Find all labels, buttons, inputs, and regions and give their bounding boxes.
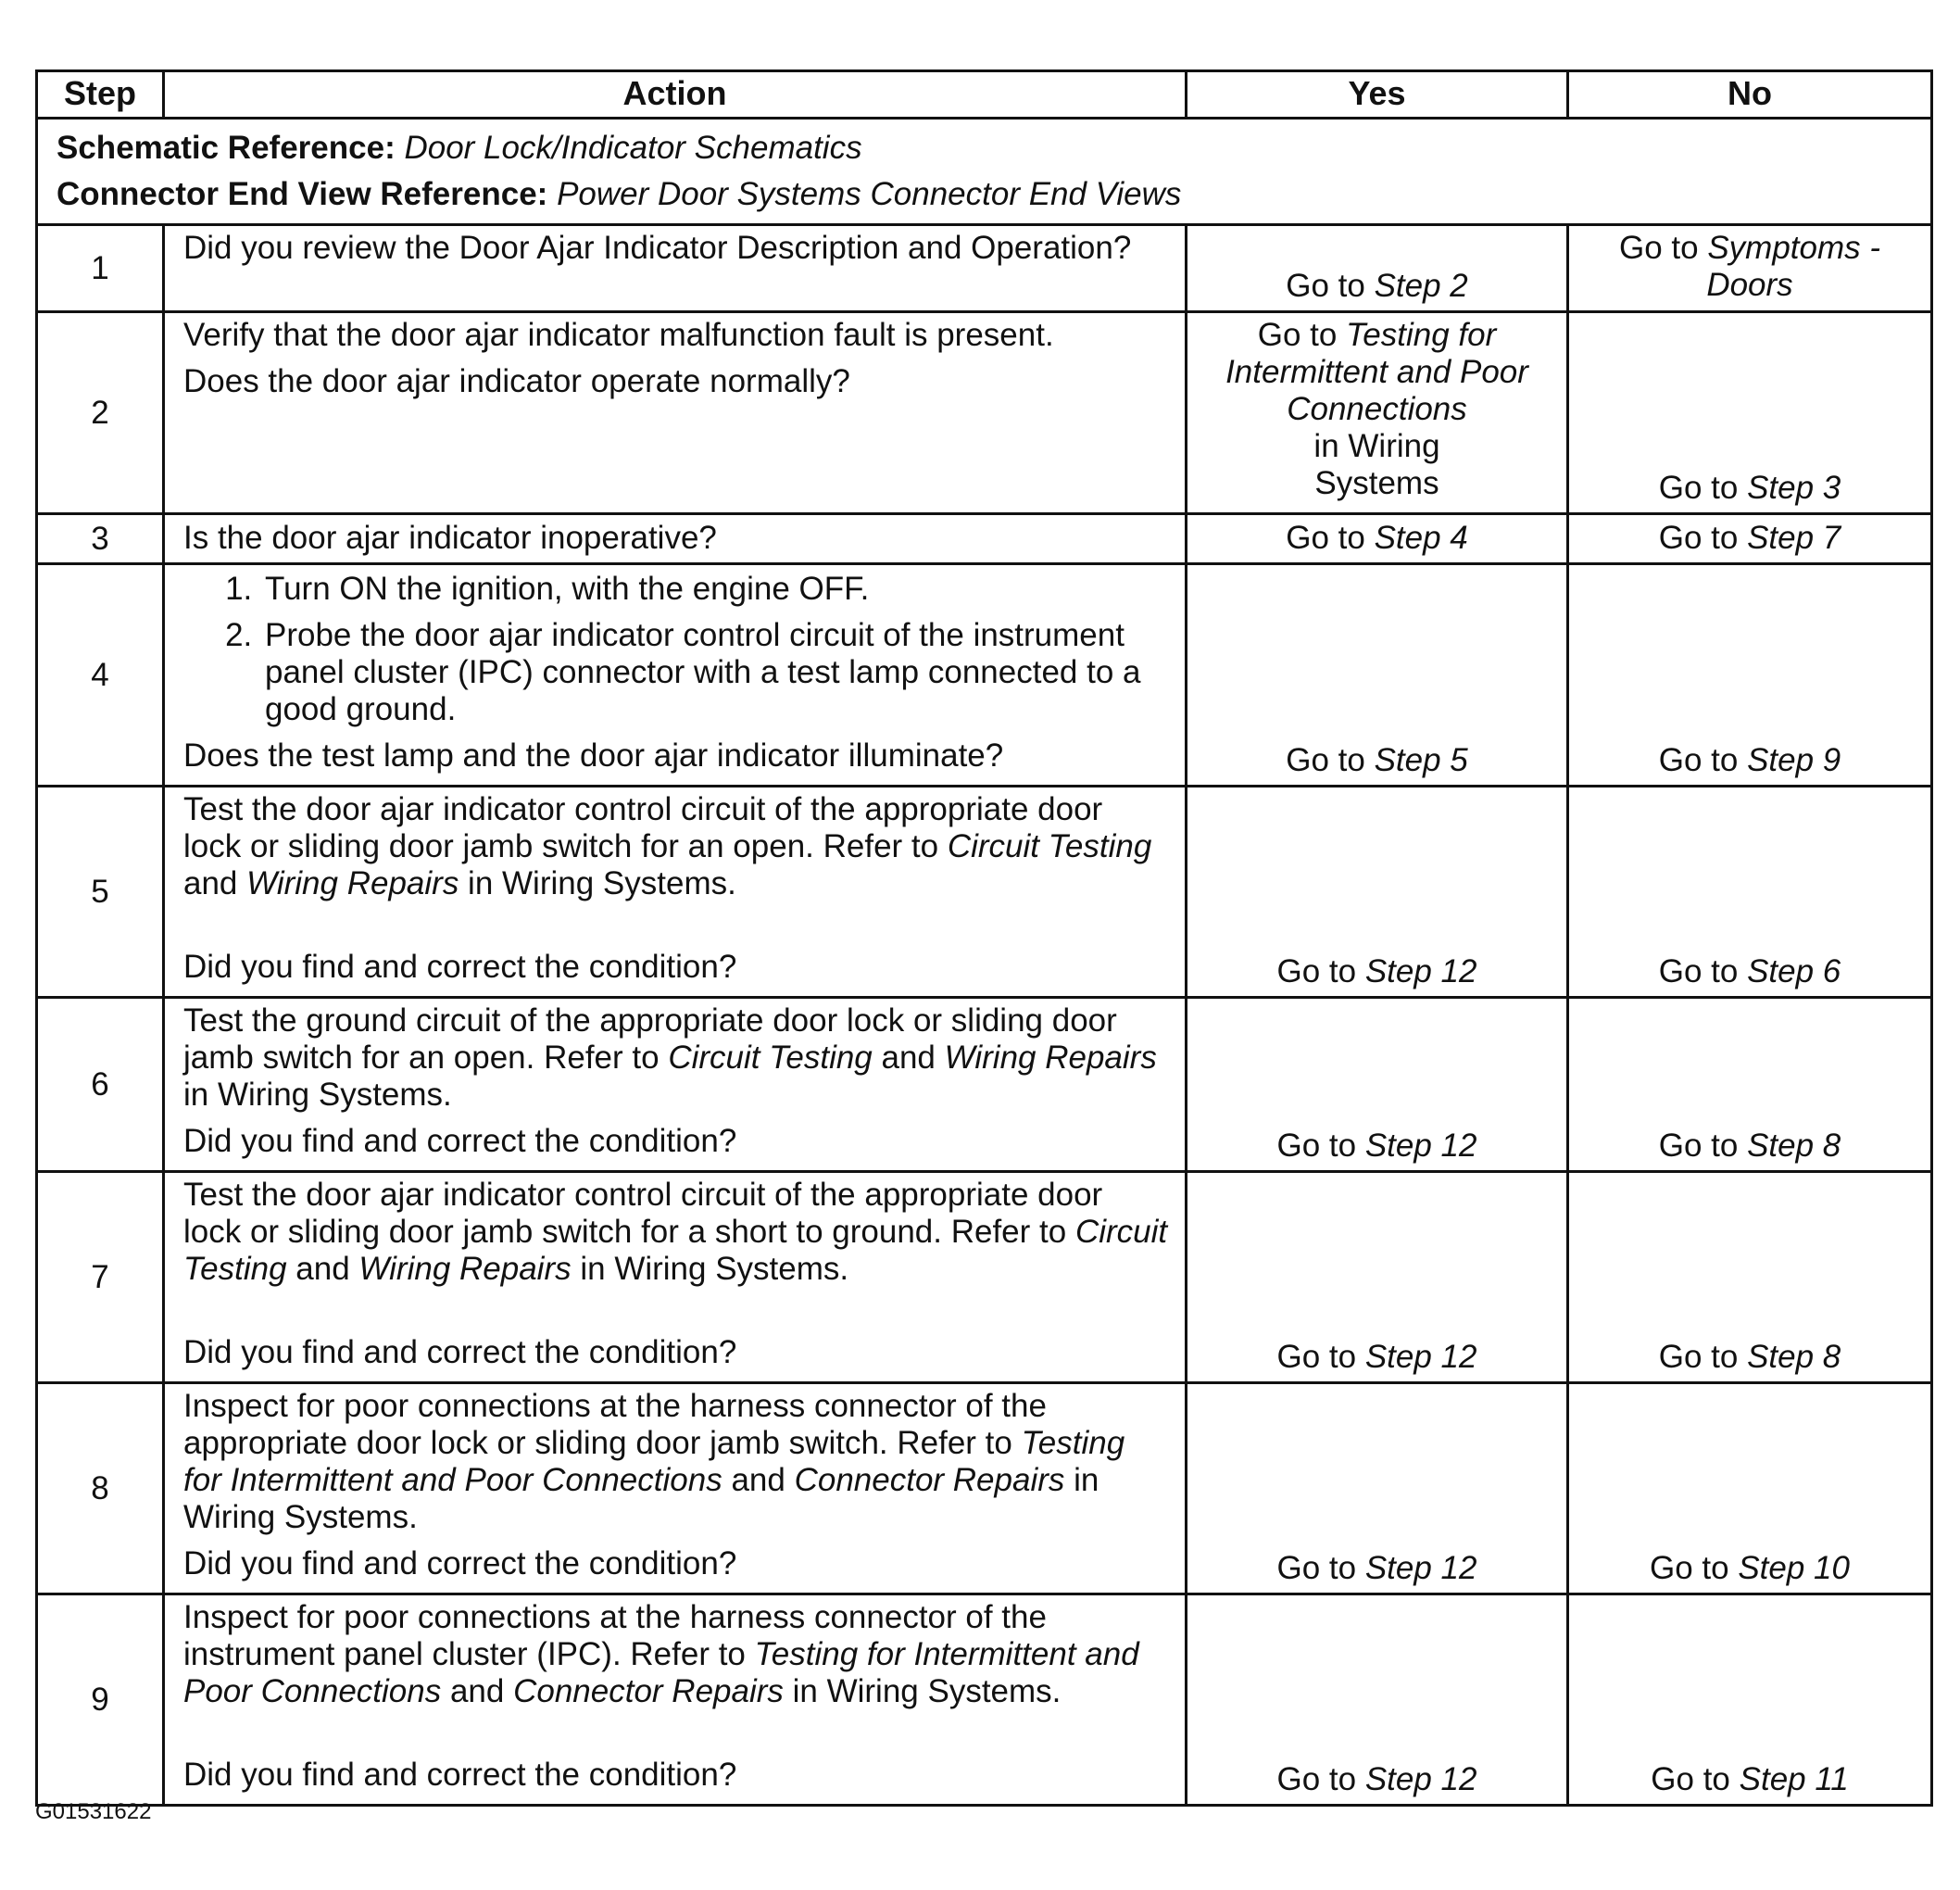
action-text <box>164 1594 1187 1806</box>
no-link[interactable]: Step 8 <box>1747 1339 1841 1375</box>
step-number: 7 <box>37 1172 164 1383</box>
table-row <box>37 998 1932 1172</box>
action-text <box>164 514 1187 564</box>
no-prefix: Go to <box>1658 953 1748 989</box>
step-number: 3 <box>37 514 164 564</box>
action-text <box>164 787 1187 998</box>
circuit-testing-link[interactable]: Circuit Testing <box>947 828 1152 864</box>
schematic-reference-label: Schematic Reference: <box>57 130 396 166</box>
no-link[interactable]: Step 10 <box>1738 1550 1850 1586</box>
table-row <box>37 787 1932 998</box>
action-instruction <box>183 1177 1168 1288</box>
action-question: Did you find and correct the condition? <box>183 1123 737 1159</box>
connector-reference-link[interactable]: Power Door Systems Connector End Views <box>557 176 1182 212</box>
yes-link[interactable]: Step 12 <box>1364 1761 1477 1797</box>
substep-list <box>183 571 1168 728</box>
no-prefix: Go to <box>1650 1550 1739 1586</box>
no-link[interactable]: Symptoms - Doors <box>1706 230 1881 303</box>
action-text <box>164 1383 1187 1594</box>
wiring-repairs-link[interactable]: Wiring Repairs <box>944 1040 1157 1076</box>
step-number: 9 <box>37 1594 164 1806</box>
action-text <box>164 564 1187 787</box>
yes-cell <box>1187 787 1568 998</box>
step-number: 6 <box>37 998 164 1172</box>
reference-cell <box>37 119 1932 225</box>
step-number: 4 <box>37 564 164 787</box>
yes-link[interactable]: Step 4 <box>1374 519 1468 556</box>
yes-cell <box>1187 514 1568 564</box>
no-link[interactable]: Step 3 <box>1747 470 1841 506</box>
table-row <box>37 1172 1932 1383</box>
no-cell <box>1568 998 1932 1172</box>
action-text-part: Test the door ajar indicator control circuit of the appropriate door lock or sliding door jamb switch for an open. Refer to <box>183 791 1103 864</box>
substep-item: 1. Turn ON the ignition, with the engine OFF. <box>261 571 1168 608</box>
substep-item: 2. Probe the door ajar indicator control circuit of the instrument panel cluster (IPC) connector with a test lamp connected to a good ground. <box>261 617 1168 728</box>
yes-suffix: in Wiring Systems <box>1313 428 1440 501</box>
table-row <box>37 1594 1932 1806</box>
action-question: Did you find and correct the condition? <box>183 1757 737 1793</box>
action-question: Did you find and correct the condition? <box>183 1545 737 1581</box>
yes-prefix: Go to <box>1286 742 1375 778</box>
yes-cell <box>1187 998 1568 1172</box>
connector-reference-label: Connector End View Reference: <box>57 176 548 212</box>
yes-prefix: Go to <box>1276 1761 1365 1797</box>
action-text <box>164 312 1187 514</box>
no-prefix: Go to <box>1658 470 1748 506</box>
yes-cell <box>1187 564 1568 787</box>
schematic-reference <box>57 125 1912 171</box>
no-cell <box>1568 1172 1932 1383</box>
action-question: Did you review the Door Ajar Indicator Description and Operation? <box>183 230 1132 266</box>
action-text-part: in Wiring Systems. <box>783 1673 1062 1709</box>
step-number: 8 <box>37 1383 164 1594</box>
action-text-part: and <box>872 1040 945 1076</box>
action-question: Does the door ajar indicator operate normally? <box>183 363 850 399</box>
yes-prefix: Go to <box>1286 519 1375 556</box>
action-instruction <box>183 1388 1168 1536</box>
no-cell <box>1568 564 1932 787</box>
connector-reference <box>57 171 1912 218</box>
action-question: Does the test lamp and the door ajar indicator illuminate? <box>183 737 1004 774</box>
action-instruction <box>183 1599 1168 1710</box>
no-prefix: Go to <box>1658 1339 1748 1375</box>
action-text-part: in Wiring Systems. <box>459 865 736 901</box>
no-prefix: Go to <box>1658 1128 1748 1164</box>
no-cell <box>1568 225 1932 312</box>
diagnostic-table <box>35 69 1933 1807</box>
no-link[interactable]: Step 11 <box>1739 1761 1849 1797</box>
step-number: 2 <box>37 312 164 514</box>
action-instruction: Verify that the door ajar indicator malfunction fault is present. <box>183 317 1054 353</box>
yes-link[interactable]: Step 12 <box>1364 1550 1477 1586</box>
no-cell <box>1568 787 1932 998</box>
yes-cell <box>1187 312 1568 514</box>
action-text <box>164 998 1187 1172</box>
wiring-repairs-link[interactable]: Wiring Repairs <box>358 1251 572 1287</box>
action-text <box>164 1172 1187 1383</box>
header-action: Action <box>164 71 1187 119</box>
yes-prefix: Go to <box>1276 1550 1365 1586</box>
action-instruction <box>183 791 1168 902</box>
table-row <box>37 225 1932 312</box>
no-cell <box>1568 1594 1932 1806</box>
yes-link[interactable]: Step 12 <box>1364 1128 1477 1164</box>
circuit-testing-link[interactable]: Circuit Testing <box>183 1214 1168 1287</box>
yes-prefix: Go to <box>1276 1339 1365 1375</box>
action-text-part: and <box>441 1673 514 1709</box>
header-step: Step <box>37 71 164 119</box>
yes-cell <box>1187 1594 1568 1806</box>
action-question: Did you find and correct the condition? <box>183 1334 737 1370</box>
figure-id: G01531622 <box>35 1799 152 1824</box>
no-link[interactable]: Step 9 <box>1747 742 1841 778</box>
action-text-part: in Wiring Systems. <box>183 1462 1099 1535</box>
header-no: No <box>1568 71 1932 119</box>
yes-prefix: Go to <box>1276 953 1365 989</box>
yes-cell <box>1187 225 1568 312</box>
header-yes: Yes <box>1187 71 1568 119</box>
action-text-part: and <box>183 865 247 901</box>
schematic-reference-link[interactable]: Door Lock/Indicator Schematics <box>404 130 862 166</box>
yes-link[interactable]: Step 2 <box>1374 268 1468 304</box>
action-text-part: Inspect for poor connections at the harness connector of the instrument panel cluster (IPC). Refer to <box>183 1599 1047 1672</box>
action-instruction <box>183 1002 1168 1114</box>
no-cell <box>1568 1383 1932 1594</box>
yes-prefix: Go to <box>1286 268 1375 304</box>
action-text-part: in Wiring Systems. <box>183 1077 452 1113</box>
yes-prefix: Go to <box>1276 1128 1365 1164</box>
yes-prefix: Go to <box>1257 317 1347 353</box>
wiring-repairs-link[interactable]: Wiring Repairs <box>246 865 459 901</box>
connector-repairs-link[interactable]: Connector Repairs <box>513 1673 784 1709</box>
table-row <box>37 564 1932 787</box>
no-cell <box>1568 312 1932 514</box>
no-prefix: Go to <box>1658 742 1748 778</box>
connector-repairs-link[interactable]: Connector Repairs <box>794 1462 1065 1498</box>
action-question: Did you find and correct the condition? <box>183 949 737 985</box>
testing-intermittent-link[interactable]: Testing for Intermittent and Poor Connections <box>183 1425 1125 1498</box>
action-text-part: Test the ground circuit of the appropriate door lock or sliding door jamb switch for an open. Refer to <box>183 1002 1117 1076</box>
table-row <box>37 1383 1932 1594</box>
no-prefix: Go to <box>1618 230 1708 266</box>
yes-link[interactable]: Testing for Intermittent and Poor Connections <box>1225 317 1528 427</box>
action-text-part: Inspect for poor connections at the harness connector of the appropriate door lock or sliding door jamb switch. Refer to <box>183 1388 1047 1461</box>
action-text-part: and <box>722 1462 795 1498</box>
no-link[interactable]: Step 7 <box>1747 519 1841 556</box>
no-cell <box>1568 514 1932 564</box>
table-row <box>37 312 1932 514</box>
action-text-part: Test the door ajar indicator control circuit of the appropriate door lock or sliding door jamb switch for a short to ground. Refer to <box>183 1177 1103 1250</box>
yes-cell <box>1187 1383 1568 1594</box>
action-text <box>164 225 1187 312</box>
no-prefix: Go to <box>1651 1761 1740 1797</box>
testing-intermittent-link[interactable]: Testing for Intermittent and Poor Connections <box>183 1636 1139 1709</box>
header-row <box>37 71 1932 119</box>
no-link[interactable]: Step 6 <box>1747 953 1841 989</box>
yes-link[interactable]: Step 12 <box>1364 953 1477 989</box>
action-text-part: in Wiring Systems. <box>571 1251 849 1287</box>
no-link[interactable]: Step 8 <box>1747 1128 1841 1164</box>
step-number: 1 <box>37 225 164 312</box>
yes-cell <box>1187 1172 1568 1383</box>
circuit-testing-link[interactable]: Circuit Testing <box>668 1040 873 1076</box>
step-number: 5 <box>37 787 164 998</box>
yes-link[interactable]: Step 5 <box>1374 742 1468 778</box>
no-prefix: Go to <box>1658 519 1748 556</box>
reference-row <box>37 119 1932 225</box>
yes-link[interactable]: Step 12 <box>1364 1339 1477 1375</box>
table-row <box>37 514 1932 564</box>
action-text-part: and <box>286 1251 359 1287</box>
action-question: Is the door ajar indicator inoperative? <box>183 519 717 556</box>
